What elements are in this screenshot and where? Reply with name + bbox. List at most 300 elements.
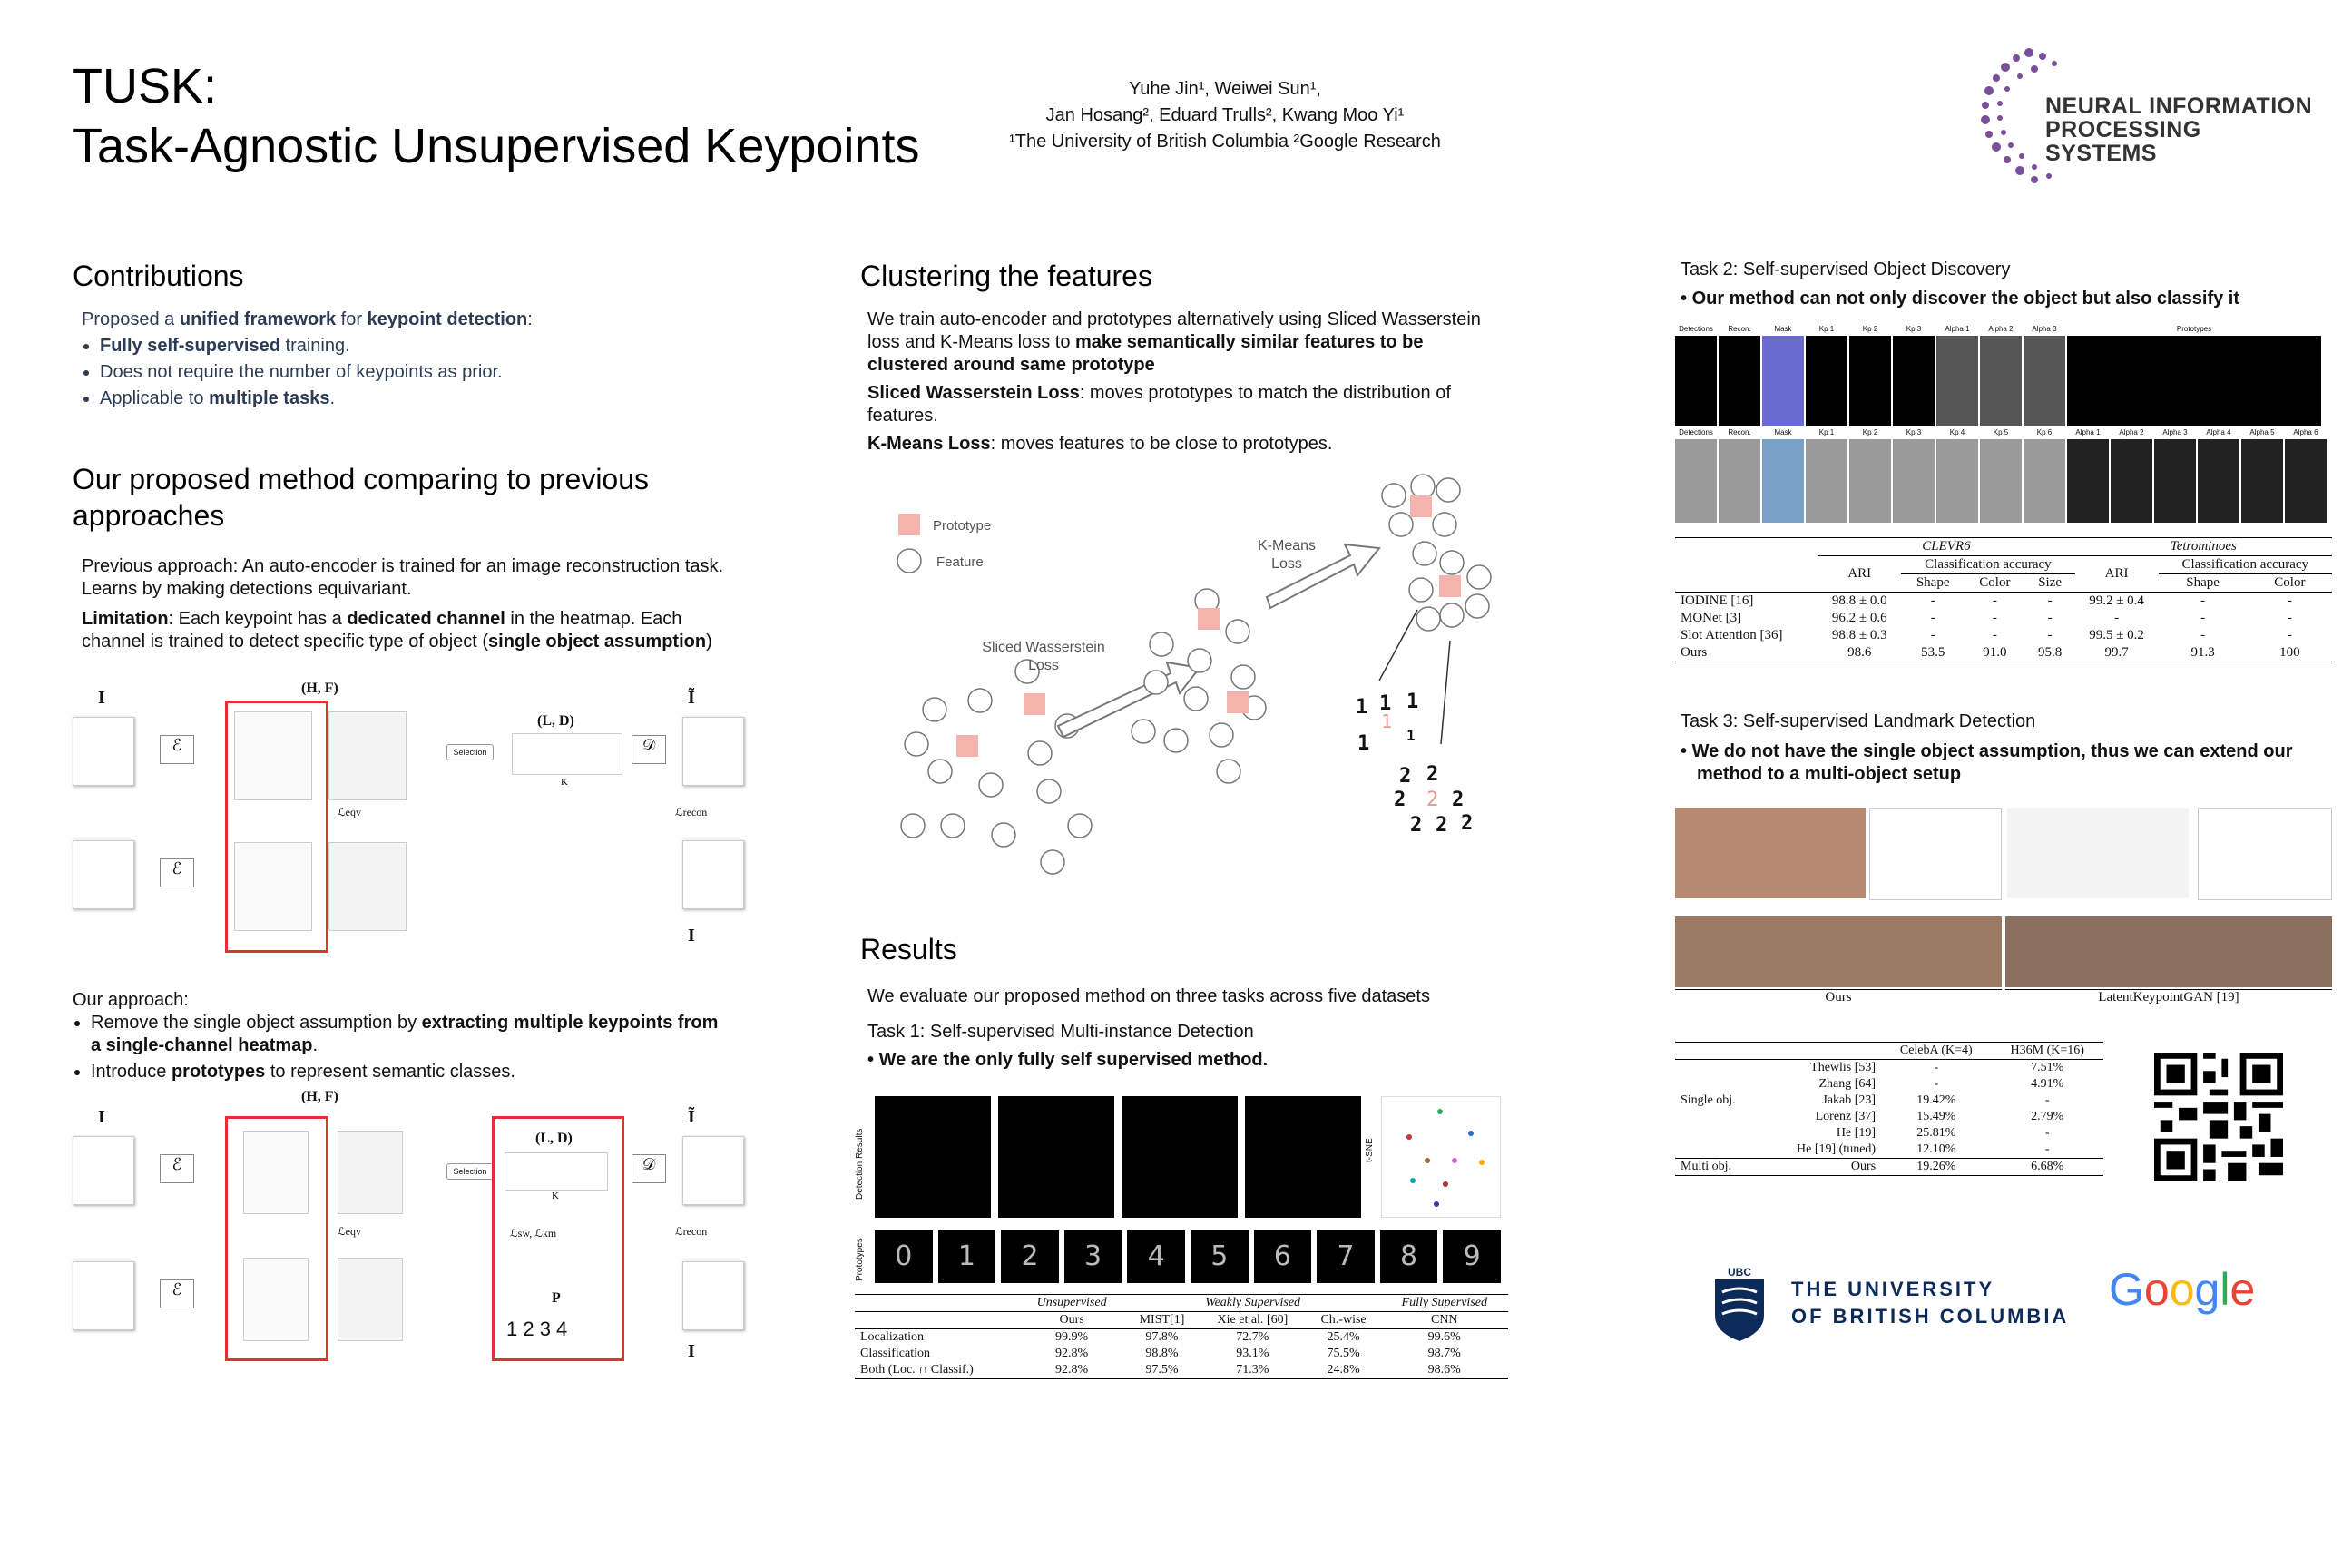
feature-stack xyxy=(338,1258,403,1341)
table-cell: - xyxy=(2200,593,2206,608)
prototype-tile: 2 xyxy=(1001,1230,1059,1283)
dataset-header: Tetrominoes xyxy=(2075,538,2332,556)
heatmap-label: (H, F) xyxy=(301,681,338,696)
table-cell: 98.6 xyxy=(1847,645,1872,660)
detection-results-label: Detection Results xyxy=(855,1128,865,1200)
svg-text:1: 1 xyxy=(1406,727,1416,744)
text: training. xyxy=(279,336,350,356)
table-row-label: Jakab [23] xyxy=(1822,1093,1877,1107)
recon-loss-label: ℒrecon xyxy=(675,1225,708,1238)
text-bold: dedicated channel xyxy=(347,609,505,629)
task3-bullet: • We do not have the single object assumption, thus we can extend our method to a multi-object setup xyxy=(1681,741,2293,784)
prototype-label: P xyxy=(552,1290,561,1306)
prototype-mark xyxy=(1024,693,1045,715)
sw-loss-paragraph xyxy=(867,382,1503,427)
table-cell: 71.3% xyxy=(1236,1363,1269,1377)
table-row-label: He [19] (tuned) xyxy=(1797,1142,1877,1156)
alpha-map xyxy=(1980,336,2022,426)
table-col-header: Xie et al. [60] xyxy=(1217,1313,1289,1327)
column-label: Kp 1 xyxy=(1818,325,1835,333)
legend-prototype-label: Prototype xyxy=(933,518,992,534)
table-cell: 24.8% xyxy=(1327,1363,1360,1377)
tetromino-tiles xyxy=(1675,336,2332,426)
single-channel-heatmap xyxy=(243,1131,309,1214)
table-col-header: Classification accuracy xyxy=(2159,556,2332,574)
encoder-block: ℰ xyxy=(160,735,194,764)
keypoint-map xyxy=(1980,439,2022,523)
table-cell: 97.5% xyxy=(1145,1363,1179,1377)
table-col-header: Shape xyxy=(1916,575,1950,590)
selection-block: Selection xyxy=(446,744,494,760)
column-label: Recon. xyxy=(1728,325,1751,333)
task3-table-body xyxy=(1675,1060,2103,1159)
table-row-label: Localization xyxy=(860,1330,924,1344)
text: Applicable to xyxy=(100,388,210,408)
equivariance-loss-label: ℒeqv xyxy=(338,806,361,818)
clustering-illustration xyxy=(862,463,1515,889)
table-cell: - xyxy=(1934,1077,1939,1091)
table-cell: 98.8% xyxy=(1145,1347,1179,1360)
table-row-label: Ours xyxy=(1850,1160,1877,1173)
google-letter: G xyxy=(2109,1264,2144,1315)
clustering-paragraph xyxy=(867,309,1503,377)
alpha-map xyxy=(2198,439,2239,523)
table-cell: 99.9% xyxy=(1055,1330,1089,1344)
alpha-map xyxy=(2154,439,2196,523)
text: : xyxy=(527,309,533,329)
cluster-pointer-arrow xyxy=(1441,641,1450,744)
prototype-tile: 9 xyxy=(1443,1230,1501,1283)
list-item xyxy=(100,387,771,410)
table-row-label: Lorenz [37] xyxy=(1815,1110,1877,1123)
detection-image xyxy=(1245,1096,1361,1218)
task3-title: Task 3: Self-supervised Landmark Detection xyxy=(1681,711,2036,731)
prototype-tile: 1 xyxy=(938,1230,996,1283)
heatmap-stack xyxy=(234,711,312,800)
bottom-row-labels xyxy=(1675,428,2332,437)
table-cell: 2.79% xyxy=(2031,1110,2064,1123)
table-cell: - xyxy=(1992,611,1997,625)
km-arrow-label-line: Loss xyxy=(1271,556,1302,572)
google-letter: l xyxy=(2220,1264,2230,1315)
table-cell: 25.81% xyxy=(1916,1126,1956,1140)
transformed-recon-image xyxy=(682,1261,744,1330)
prototype-mark xyxy=(1410,495,1432,517)
text-bold: make semantically similar features to be clustered around same prototype xyxy=(867,332,1424,375)
task2-table-body xyxy=(1675,593,2332,662)
detection-results-figure xyxy=(855,1096,1508,1287)
text-bold: We do not have the single object assumption, thus we can extend our method to a multi-object setup xyxy=(1691,741,2293,784)
clevr-image xyxy=(1675,439,1717,523)
prototype-tile: 4 xyxy=(1127,1230,1185,1283)
table-row xyxy=(1675,1060,2103,1077)
text-bold: Limitation xyxy=(82,609,169,629)
recon-image xyxy=(682,1136,744,1205)
table-row xyxy=(855,1329,1508,1347)
table-row xyxy=(1675,610,2332,627)
table-cell: 92.8% xyxy=(1055,1347,1089,1360)
table-cell: 92.8% xyxy=(1055,1363,1089,1377)
list-item: • Does not require the number of keypoints as prior. xyxy=(100,361,771,384)
previous-approach: Previous approach: An auto-encoder is trained for an image reconstruction task. Learns by making detections equivariant. xyxy=(82,556,724,599)
svg-text:2: 2 xyxy=(1410,814,1423,837)
table-cell xyxy=(1675,538,1818,556)
results-heading: Results xyxy=(860,933,957,965)
neurips-logo xyxy=(1975,44,2319,198)
table-cell: 75.5% xyxy=(1327,1347,1360,1360)
feature-cloud-initial xyxy=(901,660,1092,874)
text: We train auto-encoder and prototypes alternatively using Sliced Wasserstein loss and K-Means loss to xyxy=(867,309,1481,352)
text-bold: single object assumption xyxy=(488,632,707,652)
column-label: Kp 2 xyxy=(1862,325,1878,333)
celeba-faces-grid xyxy=(1675,808,1866,898)
ours-multi-face-results xyxy=(1675,916,2002,987)
k-label: K xyxy=(552,1191,559,1201)
svg-text:2: 2 xyxy=(1452,789,1465,811)
table-cell: 19.42% xyxy=(1916,1093,1956,1107)
neurips-wordmark xyxy=(2045,94,2319,165)
prototype-tile: 5 xyxy=(1191,1230,1249,1283)
table-cell: - xyxy=(2114,611,2120,625)
input-image xyxy=(73,1136,134,1205)
column-label: Kp 1 xyxy=(1818,428,1835,436)
keypoint-map xyxy=(1849,336,1891,426)
decoder-block: 𝒟 xyxy=(632,735,666,764)
ours-caption: Ours xyxy=(1675,989,2002,1005)
latentkeypointgan-results xyxy=(2005,916,2332,987)
tetromino-image xyxy=(1719,336,1760,426)
text-bold: extracting multiple keypoints from a single-channel heatmap xyxy=(91,1013,719,1055)
table-cell xyxy=(855,1295,1018,1312)
prototype-mark xyxy=(1439,575,1461,597)
table-cell: - xyxy=(2287,593,2292,608)
our-approach-list xyxy=(73,1012,726,1083)
heatmap-stack xyxy=(234,842,312,931)
table-cell: - xyxy=(2044,1093,2050,1107)
svg-text:2: 2 xyxy=(1426,763,1439,786)
table-group-label xyxy=(1675,1109,1762,1125)
text-bold: K-Means Loss xyxy=(867,434,991,454)
keypoint-map xyxy=(1936,439,1978,523)
keypoint-map xyxy=(1893,439,1935,523)
top-row-labels xyxy=(1675,325,2332,334)
prototype-tile: 3 xyxy=(1064,1230,1122,1283)
table-row xyxy=(1675,1109,2103,1125)
table-group-label xyxy=(1675,1142,1762,1159)
text: : moves features to be close to prototypes. xyxy=(990,434,1333,454)
km-arrow-icon xyxy=(1267,544,1379,608)
table-col-header: CelebA (K=4) xyxy=(1899,1044,1973,1057)
single-channel-heatmap xyxy=(243,1258,309,1341)
table-cell: - xyxy=(2047,628,2053,642)
table-row-label: MONet [3] xyxy=(1681,611,1742,625)
legend-prototype-icon xyxy=(898,514,920,535)
table-cell: 12.10% xyxy=(1916,1142,1956,1156)
table-cell: 99.5 ± 0.2 xyxy=(2089,628,2144,642)
table-col-header: Color xyxy=(2274,575,2306,590)
prototype-mark xyxy=(1198,608,1220,630)
list-item xyxy=(91,1061,726,1083)
transformed-recon-image xyxy=(682,840,744,909)
table-cell: 99.6% xyxy=(1427,1330,1461,1344)
svg-text:1: 1 xyxy=(1406,691,1419,713)
alpha-map xyxy=(2111,439,2152,523)
prototype-tile: 8 xyxy=(1380,1230,1438,1283)
table-cell: 91.3 xyxy=(2190,645,2215,660)
prototype-grid xyxy=(2067,336,2321,426)
table-group-header: Unsupervised xyxy=(1036,1296,1107,1309)
previous-approach-text xyxy=(82,555,735,653)
keypoint-vectors xyxy=(505,1152,608,1191)
task1-title: Task 1: Self-supervised Multi-instance Detection xyxy=(867,1022,1254,1042)
column-label: Kp 3 xyxy=(1906,428,1922,436)
h36m-people-grid xyxy=(2007,808,2189,898)
google-letter: o xyxy=(2169,1264,2195,1315)
keypoint-vectors xyxy=(512,733,622,775)
sw-arrow-label-line: Loss xyxy=(1028,658,1059,673)
dataset-header: CLEVR6 xyxy=(1818,538,2074,556)
clevr-image xyxy=(1762,439,1804,523)
svg-text:2: 2 xyxy=(1399,765,1412,788)
task3-table xyxy=(1675,1042,2103,1176)
task2-table xyxy=(1675,537,2332,662)
tsne-scatter xyxy=(1382,1097,1500,1217)
table-cell: - xyxy=(2200,611,2206,625)
transformed-input-image xyxy=(73,840,134,909)
list-item xyxy=(91,1012,726,1057)
google-letter: g xyxy=(2194,1264,2220,1315)
encoder-block: ℰ xyxy=(160,1279,194,1308)
recon-label: Ĩ xyxy=(688,1107,695,1127)
table-row xyxy=(1675,1159,2103,1176)
task1-table-wrap xyxy=(855,1294,1508,1379)
table-row-label: Thewlis [53] xyxy=(1810,1061,1877,1074)
table-cell: - xyxy=(1930,628,1936,642)
encoder-block: ℰ xyxy=(160,858,194,887)
alpha-map xyxy=(2067,439,2109,523)
input-label: I xyxy=(98,688,105,708)
h36m-keypoint-plot xyxy=(2198,808,2332,900)
sw-arrow-label-line: Sliced Wasserstein xyxy=(982,640,1105,655)
cluster-prototype-one: 1 xyxy=(1381,710,1393,732)
table-col-header: Classification accuracy xyxy=(1901,556,2074,574)
recon-loss-label: ℒrecon xyxy=(675,806,708,818)
ubc-short-label: UBC xyxy=(1728,1266,1751,1279)
prototypes-label: Prototypes xyxy=(855,1238,865,1281)
prototype-digits: 1 2 3 4 xyxy=(506,1318,568,1340)
table-cell xyxy=(1675,556,1818,574)
results-intro: We evaluate our proposed method on three tasks across five datasets xyxy=(867,986,1430,1006)
keypoint-map xyxy=(1849,439,1891,523)
table-col-header: ARI xyxy=(2104,566,2129,581)
tetromino-image xyxy=(1762,336,1804,426)
table-cell: 53.5 xyxy=(1921,645,1945,660)
target-label: I xyxy=(688,926,695,946)
alpha-map xyxy=(1936,336,1978,426)
text-bold: unified framework xyxy=(179,309,337,329)
keypoint-map xyxy=(1806,336,1847,426)
sw-arrow-icon xyxy=(1058,662,1200,737)
ubc-wordmark xyxy=(1791,1276,2069,1330)
heading-line: approaches xyxy=(73,499,225,532)
table-row-label: IODINE [16] xyxy=(1681,593,1754,608)
input-image xyxy=(73,717,134,786)
contributions-list xyxy=(82,335,771,410)
poster-title xyxy=(73,56,919,176)
title-line-2: Task-Agnostic Unsupervised Keypoints xyxy=(73,119,920,173)
table-cell: 96.2 ± 0.6 xyxy=(1831,611,1887,625)
feature-stack xyxy=(328,842,407,931)
table-cell: - xyxy=(1934,1061,1939,1074)
keypoint-map xyxy=(2024,439,2065,523)
table-row xyxy=(1675,1093,2103,1109)
table-cell: - xyxy=(1930,593,1936,608)
detection-image xyxy=(998,1096,1114,1218)
table-row-label: He [19] xyxy=(1836,1126,1877,1140)
keypoint-label: (L, D) xyxy=(535,1131,573,1146)
task1-bullet: • We are the only fully self supervised method. xyxy=(867,1050,1269,1070)
ubc-crest-icon xyxy=(1713,1265,1766,1343)
table-cell: 98.8 ± 0.3 xyxy=(1831,628,1887,642)
table-cell: 97.8% xyxy=(1145,1330,1179,1344)
table-cell: 99.7 xyxy=(2104,645,2129,660)
heading-line: Our proposed method comparing to previous xyxy=(73,463,650,495)
google-wordmark xyxy=(2109,1264,2255,1315)
clevr-image xyxy=(1719,439,1760,523)
svg-text:1: 1 xyxy=(1379,692,1392,715)
svg-text:2: 2 xyxy=(1461,812,1474,835)
alpha-map xyxy=(2024,336,2065,426)
text-bold: Fully self-supervised xyxy=(100,336,280,356)
recon-image xyxy=(682,717,744,786)
text-bold: keypoint detection xyxy=(367,309,528,329)
text: : Each keypoint has a xyxy=(168,609,348,629)
table-cell xyxy=(855,1312,1018,1329)
limitation xyxy=(82,608,735,653)
column-label: Alpha 3 xyxy=(2162,428,2188,436)
table-cell: 72.7% xyxy=(1236,1330,1269,1344)
keypoint-map xyxy=(1893,336,1935,426)
recon-label: Ĩ xyxy=(688,688,695,708)
ubc-line-1: THE UNIVERSITY xyxy=(1791,1278,1995,1300)
svg-text:2: 2 xyxy=(1436,814,1448,837)
our-approach-label: Our approach: xyxy=(73,990,189,1010)
tsne-label: t-SNE xyxy=(1365,1138,1375,1163)
text: Proposed a xyxy=(82,309,180,329)
title-line-1: TUSK: xyxy=(73,59,218,113)
task2-table-wrap xyxy=(1675,537,2332,662)
equivariance-loss-label: ℒeqv xyxy=(338,1225,361,1238)
column-label: Recon. xyxy=(1728,428,1751,436)
table-row-label: Classification xyxy=(860,1347,930,1360)
table-col-header: Shape xyxy=(2186,575,2220,590)
object-discovery-figure xyxy=(1675,325,2332,523)
table-group-label: Single obj. xyxy=(1681,1093,1736,1107)
table-cell xyxy=(1762,1043,1881,1060)
tsne-plot xyxy=(1381,1096,1501,1218)
table-cell: 91.0 xyxy=(1983,645,2007,660)
table-col-header: MIST[1] xyxy=(1139,1313,1185,1327)
table-group-label: Multi obj. xyxy=(1681,1160,1732,1173)
comparison-heading xyxy=(73,461,649,534)
qr-code[interactable] xyxy=(2154,1053,2283,1181)
table-group-label xyxy=(1675,1076,1762,1093)
target-label: I xyxy=(688,1341,695,1361)
landmark-figure xyxy=(1675,808,2332,1007)
table-cell: 98.8 ± 0.0 xyxy=(1831,593,1887,608)
task1-table xyxy=(855,1294,1508,1379)
table-cell: - xyxy=(1930,611,1936,625)
prototype-loss-label: ℒsw, ℒkm xyxy=(510,1227,557,1240)
text: . xyxy=(312,1035,318,1055)
alpha-map xyxy=(2241,439,2283,523)
column-label: Alpha 5 xyxy=(2249,428,2275,436)
table-cell: - xyxy=(2200,628,2206,642)
table-col-header: CNN xyxy=(1430,1313,1458,1327)
table-col-header: Ours xyxy=(1059,1313,1084,1327)
table-group-label xyxy=(1675,1125,1762,1142)
text: in the heatmap. Each channel is trained to detect specific type of object ( xyxy=(82,609,682,652)
table-cell: 15.49% xyxy=(1916,1110,1956,1123)
text-bold: Sliced Wasserstein Loss xyxy=(867,383,1080,403)
table-cell: 7.51% xyxy=(2031,1061,2064,1074)
column-label: Alpha 2 xyxy=(2119,428,2144,436)
column-label: Mask xyxy=(1774,428,1792,436)
detection-image xyxy=(875,1096,991,1218)
column-label: Detections xyxy=(1679,428,1713,436)
affiliations: ¹The University of British Columbia ²Google Research xyxy=(1009,132,1441,152)
text: Introduce xyxy=(91,1062,172,1082)
text: . xyxy=(329,388,336,408)
prototype-tile: 0 xyxy=(875,1230,933,1283)
table-cell: 6.68% xyxy=(2031,1160,2064,1173)
table-cell: - xyxy=(1992,593,1997,608)
task3-table-wrap xyxy=(1675,1042,2103,1176)
text: : moves prototypes to match the distribution of features. xyxy=(867,383,1451,426)
table-col-header: H36M (K=16) xyxy=(2010,1044,2084,1057)
neurips-line-1: NEURAL INFORMATION xyxy=(2045,93,2313,119)
table-cell: - xyxy=(2287,611,2292,625)
prototype-strip xyxy=(875,1230,1501,1283)
svg-text:1: 1 xyxy=(1356,696,1368,719)
table-cell: 99.2 ± 0.4 xyxy=(2089,593,2144,608)
clevr-tiles xyxy=(1675,439,2332,523)
list-item xyxy=(100,335,771,358)
table-row xyxy=(1675,1076,2103,1093)
column-label: Detections xyxy=(1679,325,1713,333)
km-arrow-label-line: K-Means xyxy=(1257,538,1317,554)
prototype-mark xyxy=(1227,691,1249,713)
clustering-heading: Clustering the features xyxy=(860,260,1152,292)
table-row-label: Both (Loc. ∩ Classif.) xyxy=(860,1363,974,1377)
column-label: Prototypes xyxy=(2176,325,2212,333)
latentkeypointgan-caption: LatentKeypointGAN [19] xyxy=(2005,989,2332,1005)
table-cell: 95.8 xyxy=(2037,645,2063,660)
author-block xyxy=(962,76,1488,155)
heatmap-label: (H, F) xyxy=(301,1089,338,1104)
text-bold: multiple tasks xyxy=(209,388,330,408)
input-label: I xyxy=(98,1107,105,1127)
table-group-label xyxy=(1675,1060,1762,1077)
table-cell: 93.1% xyxy=(1236,1347,1269,1360)
ubc-logo xyxy=(1713,1265,2076,1347)
column-label: Alpha 2 xyxy=(1988,325,2014,333)
clustering-text xyxy=(867,309,1503,456)
contributions-text xyxy=(82,309,771,414)
our-approach-diagram xyxy=(65,1089,773,1361)
table-cell: 98.7% xyxy=(1427,1347,1461,1360)
column-label: Kp 2 xyxy=(1862,428,1878,436)
